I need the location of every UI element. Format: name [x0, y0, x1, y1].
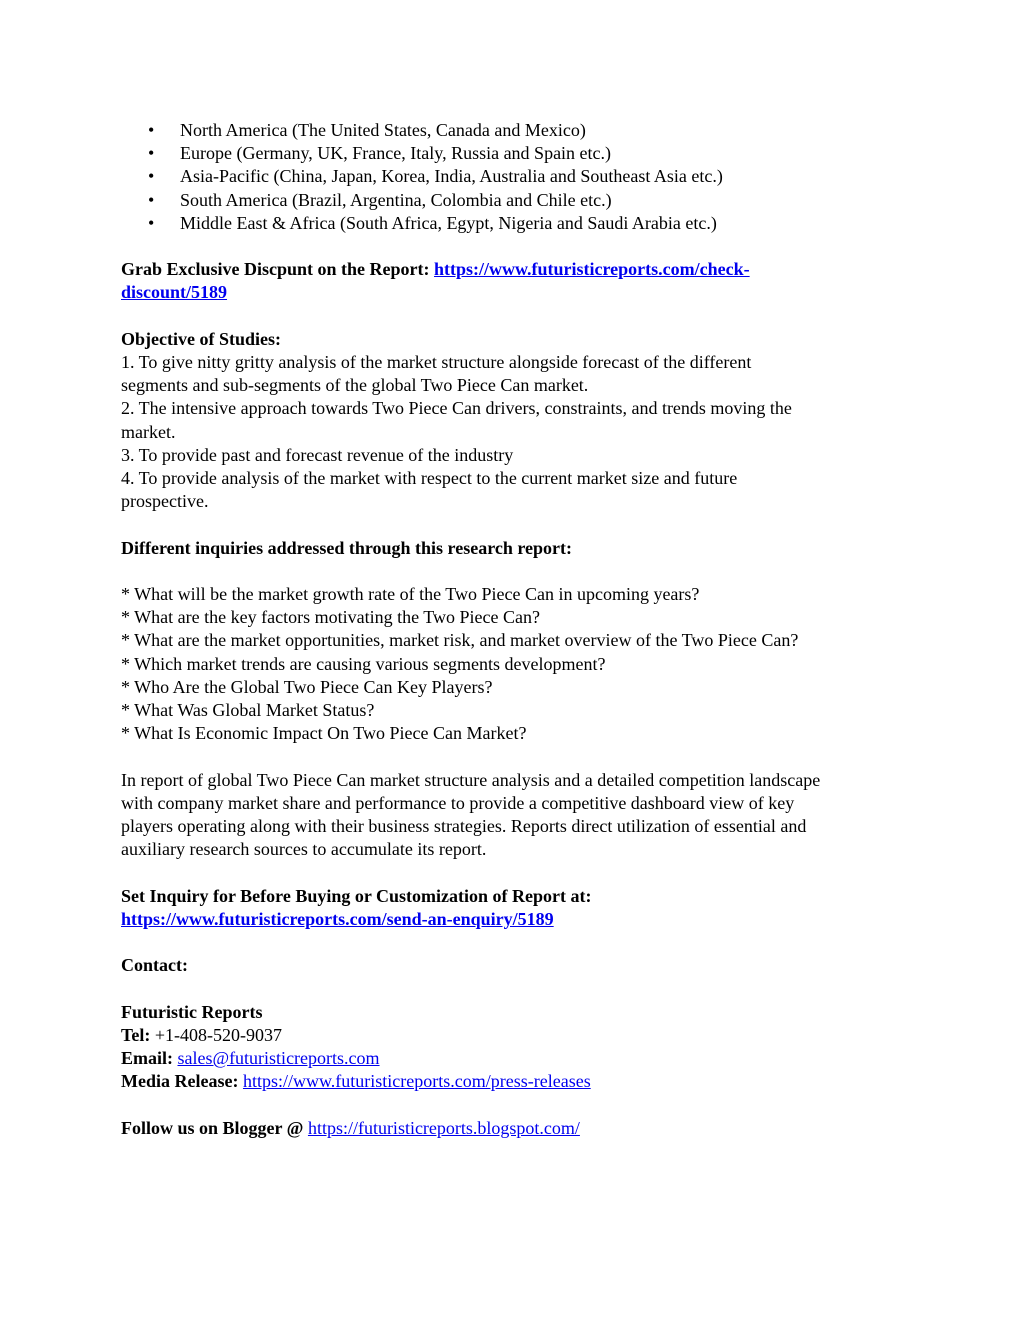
enquiry-label: Set Inquiry for Before Buying or Customization of Report at: [121, 885, 592, 906]
regions-list [121, 119, 911, 235]
discount-link-continued[interactable]: discount/5189 [121, 282, 228, 303]
media-release-link[interactable]: https://www.futuristicreports.com/press-releases [242, 1071, 591, 1092]
inquiry-item: * Which market trends are causing various segments development? [121, 653, 606, 674]
discount-label: Grab Exclusive Discpunt on the Report: [121, 259, 430, 280]
region-text: Europe (Germany, UK, France, Italy, Russia and Spain etc.) [180, 143, 612, 164]
media-line [121, 1070, 911, 1093]
tel-value: +1-408-520-9037 [154, 1024, 282, 1045]
objective-line: 4. To provide analysis of the market with respect to the current market size and future [121, 468, 738, 489]
list-item [121, 212, 911, 235]
inquiry-item: * What Is Economic Impact On Two Piece Can Market? [121, 723, 527, 744]
contact-heading: Contact: [121, 955, 188, 976]
follow-line [121, 1117, 911, 1140]
inquiry-item: * What are the key factors motivating the Two Piece Can? [121, 607, 540, 628]
tel-line [121, 1024, 911, 1047]
summary-line: In report of global Two Piece Can market structure analysis and a detailed competition landscape [121, 769, 821, 790]
inquiry-item: * Who Are the Global Two Piece Can Key Players? [121, 676, 493, 697]
bullet-icon: • [148, 120, 155, 140]
summary-line: auxiliary research sources to accumulate its report. [121, 839, 487, 860]
region-text: Asia-Pacific (China, Japan, Korea, India, Australia and Southeast Asia etc.) [180, 166, 723, 187]
tel-label: Tel: [121, 1024, 151, 1045]
summary-line: players operating along with their business strategies. Reports direct utilization of essential and [121, 816, 807, 837]
media-label: Media Release: [121, 1071, 239, 1092]
discount-link[interactable]: https://www.futuristicreports.com/check- [434, 259, 750, 280]
company-name: Futuristic Reports [121, 1001, 263, 1022]
discount-paragraph [121, 258, 911, 281]
bullet-icon: • [148, 143, 155, 164]
bullet-icon: • [148, 212, 155, 233]
inquiries-heading: Different inquiries addressed through this research report: [121, 537, 572, 558]
follow-label: Follow us on Blogger @ [121, 1117, 304, 1138]
email-link[interactable]: sales@futuristicreports.com [177, 1048, 380, 1068]
bullet-icon: • [148, 189, 155, 210]
region-text: South America (Brazil, Argentina, Colombia and Chile etc.) [180, 189, 612, 210]
list-item [121, 189, 911, 212]
email-label: Email: [121, 1048, 173, 1068]
email-line [121, 1047, 911, 1070]
document-page [121, 119, 911, 1140]
enquiry-link[interactable]: https://www.futuristicreports.com/send-an-enquiry/5189 [121, 908, 554, 929]
bullet-icon: • [148, 166, 155, 187]
list-item [121, 142, 911, 165]
list-item [121, 165, 911, 188]
inquiry-item: * What Was Global Market Status? [121, 700, 375, 721]
inquiry-item: * What will be the market growth rate of the Two Piece Can in upcoming years? [121, 584, 700, 604]
objective-line: 3. To provide past and forecast revenue of the industry [121, 444, 514, 465]
region-text: North America (The United States, Canada and Mexico) [180, 120, 586, 140]
objective-line: 1. To give nitty gritty analysis of the market structure alongside forecast of the different [121, 352, 752, 372]
region-text: Middle East & Africa (South Africa, Egypt, Nigeria and Saudi Arabia etc.) [180, 212, 717, 233]
objective-line: prospective. [121, 491, 209, 512]
objective-line: market. [121, 421, 176, 442]
objective-line: 2. The intensive approach towards Two Piece Can drivers, constraints, and trends moving the [121, 398, 792, 419]
inquiry-item: * What are the market opportunities, market risk, and market overview of the Two Piece Can? [121, 630, 799, 651]
list-item [121, 119, 911, 142]
summary-line: with company market share and performance to provide a competitive dashboard view of key [121, 792, 795, 813]
blogger-link[interactable]: https://futuristicreports.blogspot.com/ [307, 1117, 580, 1138]
objective-line: segments and sub-segments of the global Two Piece Can market. [121, 375, 589, 396]
objective-heading: Objective of Studies: [121, 328, 281, 349]
